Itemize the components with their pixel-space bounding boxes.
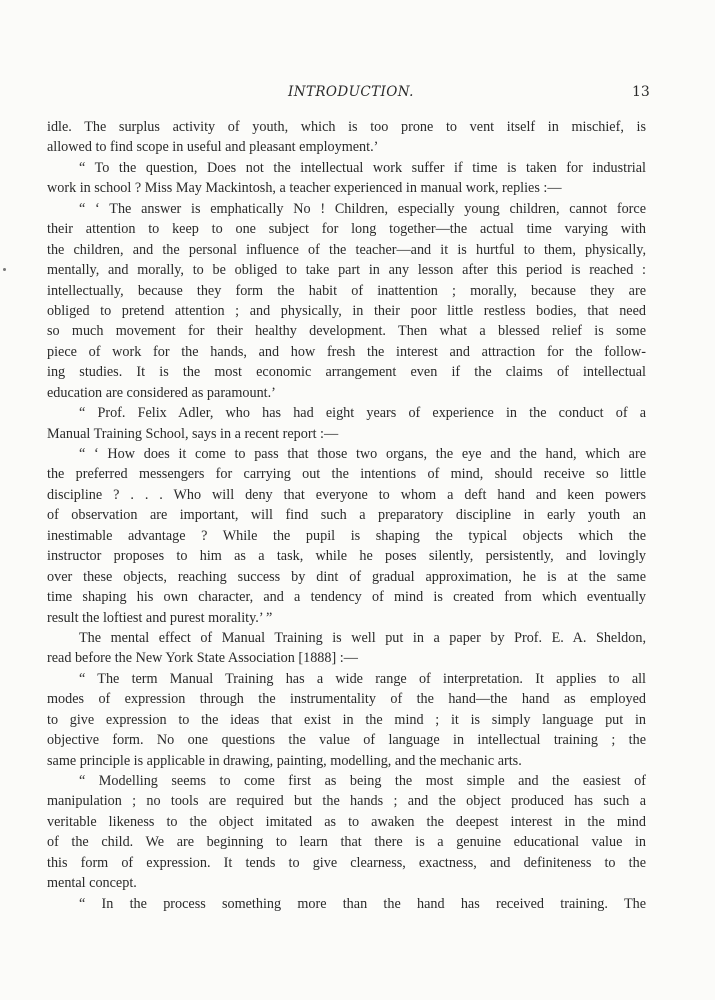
text-line: intellectually, because they form the habit of inattention ; morally, because they are	[47, 282, 646, 299]
text-line: of the child. We are beginning to learn that there is a genuine educational value in	[47, 834, 646, 851]
text-line: “ To the question, Does not the intellectual work suffer if time is taken for industrial	[79, 159, 646, 176]
text-line: the children, and the personal influence of the teacher—and it is hurtful to them, physically,	[47, 241, 646, 258]
text-line: “ ‘ The answer is emphatically No ! Children, especially young children, cannot force	[79, 200, 646, 217]
body-text	[47, 117, 646, 914]
text-line: objective form. No one questions the value of language in intellectual training ; the	[47, 732, 646, 749]
text-line: the preferred messengers for carrying out the intentions of mind, should receive so little	[47, 466, 646, 483]
text-line: mentally, and morally, to be obliged to take part in any lesson after this period is reached :	[47, 262, 646, 279]
text-line: of observation are important, will find such a preparatory discipline in early youth an	[47, 507, 646, 524]
running-title: INTRODUCTION.	[288, 84, 414, 100]
text-line: allowed to find scope in useful and pleasant employment.’	[47, 139, 379, 156]
text-line: instructor proposes to him as a task, while he poses silently, persistently, and lovingly	[47, 548, 646, 565]
text-line: education are considered as paramount.’	[47, 384, 276, 401]
text-line: work in school ? Miss May Mackintosh, a teacher experienced in manual work, replies :—	[47, 180, 562, 197]
text-line: veritable likeness to the object imitated as to awaken the deepest interest in the mind	[47, 813, 646, 830]
text-line: ing studies. It is the most economic arrangement even if the claims of intellectual	[47, 364, 646, 381]
text-line: Manual Training School, says in a recent report :—	[47, 425, 339, 442]
text-line: inestimable advantage ? While the pupil is shaping the typical objects which the	[47, 527, 646, 544]
text-line: time shaping his own character, and a tendency of mind is created from which eventually	[47, 589, 646, 606]
text-line: discipline ? . . . Who will deny that everyone to whom a deft hand and keen powers	[47, 486, 646, 503]
text-line: “ ‘ How does it come to pass that those two organs, the eye and the hand, which are	[79, 446, 646, 462]
page-number: 13	[632, 84, 650, 100]
text-line: mental concept.	[47, 875, 137, 892]
text-line: modes of expression through the instrumentality of the hand—the hand as employed	[47, 691, 646, 708]
running-head	[0, 84, 715, 104]
text-line: obliged to pretend attention ; and physically, in their poor little restless bodies, that need	[47, 302, 646, 319]
text-line: idle. The surplus activity of youth, which is too prone to vent itself in mischief, is	[47, 119, 646, 135]
text-line: their attention to keep to one subject for long together—the actual time varying with	[47, 221, 646, 238]
text-line: “ Prof. Felix Adler, who has had eight years of experience in the conduct of a	[79, 405, 646, 422]
text-line: piece of work for the hands, and how fresh the interest and attraction for the follow-	[47, 343, 646, 360]
text-line: “ Modelling seems to come first as being the most simple and the easiest of	[79, 773, 646, 789]
margin-speck	[3, 268, 6, 271]
text-line: manipulation ; no tools are required but the hands ; and the object produced has such a	[47, 793, 646, 810]
text-line: result the loftiest and purest morality.’ ”	[47, 609, 273, 626]
text-line: to give expression to the ideas that exist in the mind ; it is simply language put in	[47, 711, 646, 728]
text-line: read before the New York State Association [1888] :—	[47, 650, 358, 667]
text-line: “ In the process something more than the hand has received training. The	[79, 895, 646, 912]
text-line: so much movement for their healthy development. Then what a blessed relief is some	[47, 323, 646, 340]
text-line: The mental effect of Manual Training is well put in a paper by Prof. E. A. Sheldon,	[79, 629, 646, 646]
text-line: same principle is applicable in drawing, painting, modelling, and the mechanic arts.	[47, 752, 522, 769]
text-line: over these objects, reaching success by dint of gradual approximation, he is at the same	[47, 568, 646, 585]
text-line: “ The term Manual Training has a wide range of interpretation. It applies to all	[79, 670, 646, 687]
text-line: this form of expression. It tends to give clearness, exactness, and definiteness to the	[47, 854, 646, 871]
